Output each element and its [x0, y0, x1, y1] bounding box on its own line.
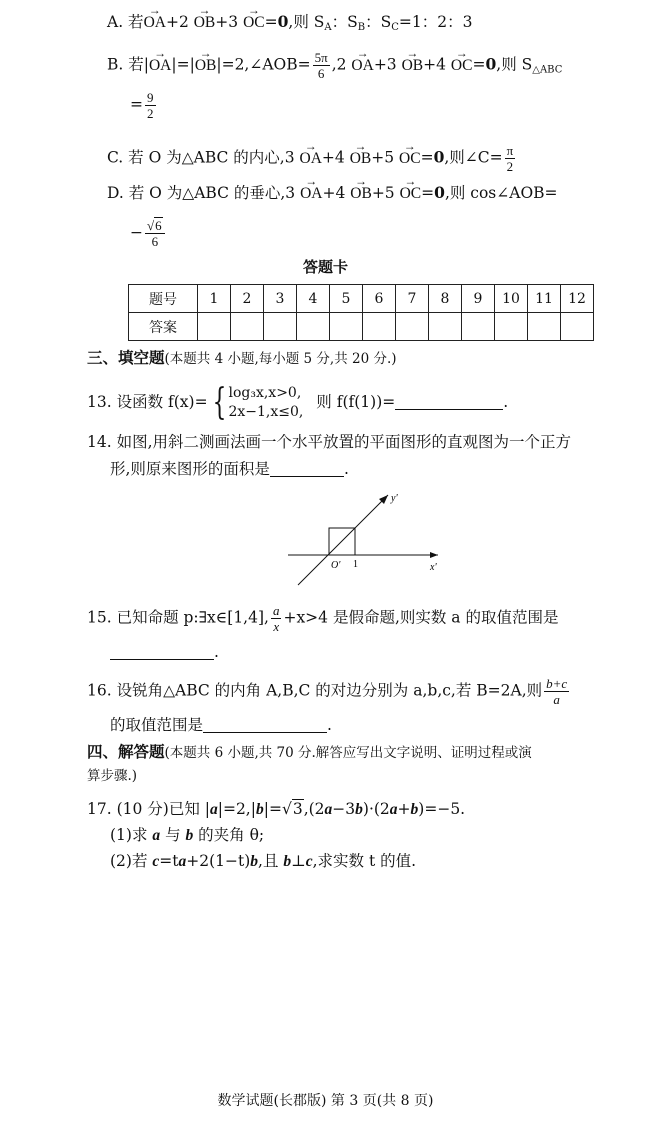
case-2: 2x−1,x≤0, [228, 404, 304, 420]
left-brace: { [212, 382, 226, 423]
vector-a: a [152, 827, 161, 844]
section-note: (本题共 4 小题,每小题 5 分,共 20 分.) [164, 351, 397, 367]
fraction [145, 90, 156, 121]
q13-prefix: 13. 设函数 f(x)= [87, 393, 208, 411]
text: ：S [365, 13, 392, 31]
text: +4 [321, 148, 350, 167]
option-d-result [130, 218, 167, 249]
text: |=2,| [217, 800, 256, 818]
text: . [214, 643, 219, 661]
vector-oa: → OA [149, 55, 171, 77]
question-number: 3 [264, 285, 297, 313]
zero-vector: 0 [433, 147, 445, 167]
denominator: 2 [147, 106, 154, 121]
answer-cell[interactable] [462, 313, 495, 341]
text: = [130, 95, 143, 114]
vector-b: b [185, 827, 194, 844]
fraction [271, 603, 282, 634]
vector-oa: → OA [300, 183, 322, 205]
question-16 [87, 676, 571, 707]
vector-b: b [410, 801, 419, 818]
vector-b: b [255, 801, 264, 818]
text: ,(2 [303, 800, 325, 818]
section-title: 三、填空题 [87, 349, 165, 367]
option-b-label: B. 若 [107, 55, 144, 74]
text: 15. 已知命题 p:∃x∈[1,4], [87, 608, 269, 627]
text: (2)若 [110, 852, 153, 870]
answer-card-table [128, 284, 594, 341]
vector-b: b [250, 853, 259, 870]
question-17-part-2 [110, 850, 416, 873]
text: |= [263, 800, 282, 818]
vector-a: a [389, 801, 398, 818]
row-label-answer: 答案 [129, 313, 198, 341]
fraction [145, 218, 165, 249]
question-15-line-2 [110, 641, 219, 663]
answer-cell[interactable] [363, 313, 396, 341]
question-number: 2 [231, 285, 264, 313]
numerator: b+c [546, 676, 568, 691]
answer-cell[interactable] [198, 313, 231, 341]
text: ,求实数 t 的值. [312, 852, 417, 870]
answer-cell[interactable] [330, 313, 363, 341]
vector-a: a [324, 801, 333, 818]
text: 17. (10 分)已知 | [87, 800, 210, 818]
oblique-projection-figure [280, 485, 460, 595]
section-3-heading [87, 347, 397, 370]
text: +4 [322, 184, 351, 202]
option-d-label: D. 若 O 为△ABC 的垂心,3 [107, 184, 301, 202]
page-footer: 数学试题(长郡版) 第 3 页(共 8 页) [217, 1093, 434, 1109]
vector-oa: → OA [300, 148, 322, 170]
answer-blank[interactable] [203, 716, 327, 733]
denominator: x [273, 619, 280, 634]
y-axis [298, 495, 388, 585]
x-axis-label: x' [430, 562, 437, 573]
text: )=−5. [418, 800, 466, 818]
fraction [544, 676, 569, 707]
question-number: 7 [396, 285, 429, 313]
zero-vector: 0 [434, 183, 445, 202]
text: . [343, 460, 349, 478]
option-d [107, 182, 558, 205]
question-number: 12 [561, 285, 594, 313]
text: +5 [371, 148, 400, 167]
answer-cell[interactable] [231, 313, 264, 341]
text: |=2,∠AOB= [216, 55, 311, 74]
text: |=| [171, 55, 195, 74]
vector-oc: → OC [451, 55, 473, 77]
fraction [505, 143, 516, 174]
question-17-part-1 [110, 824, 264, 847]
q13-suffix: 则 f(f(1))= [316, 393, 396, 411]
radicand: 6 [155, 218, 162, 233]
denominator: 6 [151, 234, 159, 249]
question-13 [87, 382, 508, 422]
numerator: 5π [314, 50, 328, 65]
vector-c: c [305, 853, 313, 870]
text: = [472, 55, 486, 74]
section-4-note-2: 算步骤.) [87, 768, 138, 784]
text: +3 [215, 13, 244, 31]
x-axis-arrow [430, 552, 438, 558]
vector-ob: → OB [402, 55, 424, 77]
answer-cell[interactable] [396, 313, 429, 341]
text: +5 [371, 184, 400, 202]
text: + [397, 800, 411, 818]
radicand: 3 [292, 800, 303, 818]
text: ,2 [331, 55, 352, 74]
answer-card-title: 答题卡 [302, 258, 348, 276]
text: +3 [373, 55, 402, 74]
question-14-line-2 [110, 458, 349, 480]
answer-cell[interactable] [528, 313, 561, 341]
option-a [107, 11, 472, 39]
answer-cell[interactable] [264, 313, 297, 341]
text: ,且 [258, 852, 284, 870]
text: ⊥ [291, 852, 306, 870]
question-number: 1 [198, 285, 231, 313]
vector-oc: → OC [399, 148, 421, 170]
zero-vector: 0 [485, 54, 497, 74]
table-row [129, 313, 594, 341]
denominator: 2 [506, 159, 514, 174]
text: +4 [423, 55, 451, 74]
answer-blank[interactable] [395, 393, 503, 410]
option-a-label: A. 若 [107, 13, 144, 31]
text: −3 [332, 800, 356, 818]
vector-oc: → OC [243, 12, 265, 34]
vector-oa: → OA [144, 12, 166, 34]
vector-ob: → OB [350, 148, 372, 170]
question-15 [87, 603, 558, 634]
numerator: 9 [147, 90, 154, 105]
section-title: 四、解答题 [87, 743, 165, 761]
question-number: 5 [330, 285, 363, 313]
text: ,则 cos∠AOB= [444, 184, 558, 202]
question-17: 17. (10 分)已知 |a|=2,|b|=√3,(2a−3b)·(2a+b)=−5. [87, 800, 466, 818]
question-number: 4 [297, 285, 330, 313]
vector-ob: → OB [194, 12, 216, 34]
text: − [130, 223, 143, 242]
vector-ob: → OB [195, 55, 217, 77]
vector-b: b [283, 853, 292, 870]
vector-b: b [355, 801, 363, 818]
text: = [420, 148, 434, 167]
text: ,则 S [288, 13, 325, 31]
option-c-label: C. 若 O 为△ABC 的内心,3 [107, 148, 300, 167]
subscript: A [324, 22, 332, 33]
text: 的取值范围是 [110, 716, 204, 734]
text: )·(2 [362, 800, 390, 818]
subscript: C [391, 22, 399, 33]
answer-cell[interactable] [561, 313, 594, 341]
text: . [327, 716, 332, 734]
question-number: 10 [495, 285, 528, 313]
question-number: 8 [429, 285, 462, 313]
y-axis-label: y' [391, 493, 398, 504]
text: =1：2：3 [398, 13, 473, 31]
text: ,则∠C= [444, 148, 503, 167]
text: +2(1−t) [186, 852, 251, 870]
case-1: log₃x,x>0, [228, 385, 302, 401]
section-note: (本题共 6 小题,共 70 分.解答应写出文字说明、证明过程或演 [164, 745, 532, 761]
vector-a: a [209, 801, 218, 818]
answer-cell[interactable] [429, 313, 462, 341]
fraction [313, 50, 330, 81]
question-number: 11 [528, 285, 561, 313]
vector-c: c [152, 853, 160, 870]
answer-cell[interactable] [495, 313, 528, 341]
vector-oc: → OC [400, 183, 422, 205]
numerator: √6 [145, 218, 165, 234]
subscript: B [357, 22, 366, 33]
text: 与 [160, 826, 186, 844]
text: 形,则原来图形的面积是 [110, 460, 270, 478]
numerator: a [272, 603, 280, 618]
numerator: π [506, 143, 514, 158]
text: = [264, 13, 278, 31]
vector-ob: → OB [350, 183, 372, 205]
text: ：S [331, 13, 358, 31]
question-14-line-1: 14. 如图,用斜二测画法画一个水平放置的平面图形的直观图为一个正方 [87, 433, 572, 451]
zero-vector: 0 [277, 12, 289, 31]
text: = [421, 184, 435, 202]
denominator: a [553, 692, 560, 707]
tick-label-1: 1 [353, 559, 358, 570]
text: +2 [165, 13, 194, 31]
option-b-result [130, 90, 158, 121]
vector-oa: → OA [351, 55, 373, 77]
denominator: 6 [317, 66, 325, 81]
text: (1)求 [110, 826, 153, 844]
origin-label: O' [331, 560, 341, 571]
answer-blank[interactable] [110, 643, 214, 660]
text: =t [159, 852, 179, 870]
piecewise-cases [228, 384, 303, 422]
question-number: 9 [462, 285, 495, 313]
answer-cell[interactable] [297, 313, 330, 341]
vector-a: a [178, 853, 187, 870]
option-b: B. 若|→ OA|=|→ OB|=2,∠AOB= $\frac{5\pi}{6}$ ,2 → OA+3 → OB+4 → OC=0,则 $S_{\triangle ABC}$ [107, 50, 562, 82]
row-label-number: 题号 [129, 285, 198, 313]
table-row [129, 285, 594, 313]
question-number: 6 [363, 285, 396, 313]
answer-blank[interactable] [270, 460, 344, 477]
subscript: △ABC [532, 64, 563, 76]
text: +x>4 是假命题,则实数 a 的取值范围是 [283, 608, 559, 627]
section-4-heading [87, 741, 532, 764]
text: 16. 设锐角△ABC 的内角 A,B,C 的对边分别为 a,b,c,若 B=2A,则 [87, 681, 543, 700]
text: ,则 S [496, 55, 533, 74]
text: 的夹角 θ; [193, 826, 265, 844]
text: . [503, 393, 509, 411]
question-16-line-2 [110, 714, 332, 736]
